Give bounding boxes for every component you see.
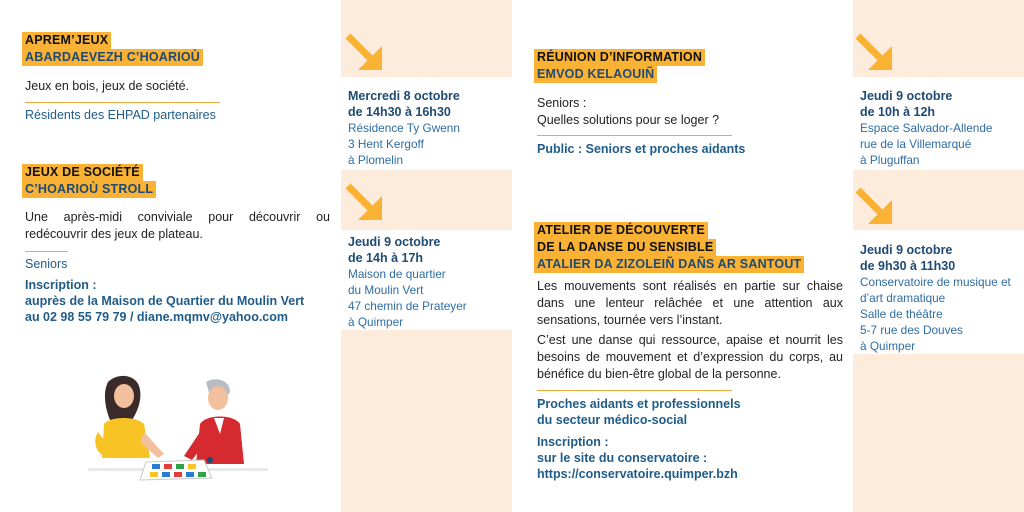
reunion-audience: Public : Seniors et proches aidants [537, 142, 746, 156]
text-line: Quelles solutions pour se loger ? [537, 113, 720, 127]
inscription-contact[interactable]: au 02 98 55 79 79 / diane.mqmv@yahoo.com [25, 310, 289, 324]
inscription-line: sur le site du conservatoire : [537, 451, 708, 465]
arrow-down-right-icon [344, 32, 386, 74]
event-time: de 14h à 17h [348, 251, 424, 265]
address-line: Conservatoire de musique et [860, 275, 1011, 289]
address-line: 3 Hent Kergoff [348, 137, 424, 151]
reunion-date-block [860, 88, 992, 168]
address-line: Maison de quartier [348, 267, 446, 281]
address-line: Résidence Ty Gwenn [348, 121, 460, 135]
event-time: de 10h à 12h [860, 105, 936, 119]
jeux-title [22, 164, 156, 198]
jeux-tag-br: C’HOARIOÙ STROLL [22, 181, 156, 198]
jeux-date-block [348, 234, 467, 330]
jeux-inscription [25, 277, 304, 325]
atelier-title [534, 222, 804, 273]
aprem-title [22, 32, 203, 66]
event-date: Jeudi 9 octobre [860, 89, 953, 103]
atelier-paragraph-1: Les mouvements sont réalisés en partie sur chaise dans une lenteur relâchée et une attention aux sensations, tournée vers l’instant. [537, 279, 843, 327]
jeux-audience: Seniors [25, 257, 68, 271]
text-line: Seniors : [537, 96, 587, 110]
inscription-label: Inscription : [25, 278, 97, 292]
audience-line: du secteur médico-social [537, 413, 688, 427]
arrow-down-right-icon [854, 32, 896, 74]
address-line: 47 chemin de Prateyer [348, 299, 467, 313]
aprem-tag-br: ABARDAEVEZH C’HOARIOÙ [22, 49, 203, 66]
inscription-link[interactable]: https://conservatoire.quimper.bzh [537, 467, 738, 481]
address-line: d’art dramatique [860, 291, 946, 305]
aprem-description: Jeux en bois, jeux de société. [25, 79, 189, 93]
atelier-tag-br: ATALIER DA ZIZOLEIÑ DAÑS AR SANTOUT [534, 256, 804, 273]
atelier-date-block [860, 242, 1011, 354]
address-line: Espace Salvador-Allende [860, 121, 993, 135]
atelier-tag-fr-2: DE LA DANSE DU SENSIBLE [534, 239, 716, 256]
arrow-down-right-icon [854, 186, 896, 228]
reunion-tag-fr: RÉUNION D’INFORMATION [534, 49, 705, 66]
atelier-tag-fr-1: ATELIER DE DÉCOUVERTE [534, 222, 708, 239]
address-line: à Pluguffan [860, 153, 920, 167]
jeux-description: Une après-midi conviviale pour découvrir ou redécouvrir des jeux de plateau. [25, 210, 330, 241]
aprem-date-block [348, 88, 460, 168]
arrow-down-right-icon [344, 182, 386, 224]
address-line: à Quimper [860, 339, 916, 353]
divider [537, 390, 732, 391]
atelier-inscription [537, 434, 738, 482]
event-time: de 14h30 à 16h30 [348, 105, 451, 119]
aprem-audience: Résidents des EHPAD partenaires [25, 108, 216, 122]
divider [25, 251, 68, 252]
board-game-players-illustration [88, 372, 268, 487]
address-line: à Quimper [348, 315, 404, 329]
reunion-title [534, 49, 705, 83]
address-line: à Plomelin [348, 153, 404, 167]
reunion-tag-br: EMVOD KELAOUIÑ [534, 66, 657, 83]
event-date: Jeudi 9 octobre [860, 243, 953, 257]
address-line: 5-7 rue des Douves [860, 323, 963, 337]
jeux-tag-fr: JEUX DE SOCIÉTÉ [22, 164, 143, 181]
divider [537, 135, 732, 136]
address-line: du Moulin Vert [348, 283, 424, 297]
inscription-line: auprès de la Maison de Quartier du Moulin Vert [25, 294, 305, 308]
inscription-label: Inscription : [537, 435, 609, 449]
event-time: de 9h30 à 11h30 [860, 259, 956, 273]
address-line: rue de la Villemarqué [860, 137, 972, 151]
event-date: Jeudi 9 octobre [348, 235, 441, 249]
aprem-tag-fr: APREM’JEUX [22, 32, 111, 49]
divider [25, 102, 220, 103]
atelier-audience [537, 396, 741, 428]
address-line: Salle de théâtre [860, 307, 943, 321]
audience-line: Proches aidants et professionnels [537, 397, 741, 411]
reunion-description [537, 95, 719, 129]
atelier-paragraph-2: C’est une danse qui ressource, apaise et nourrit les besoins de mouvement et d’expression du corps, au bénéfice du bien-être global de la personne. [537, 333, 843, 381]
event-date: Mercredi 8 octobre [348, 89, 460, 103]
